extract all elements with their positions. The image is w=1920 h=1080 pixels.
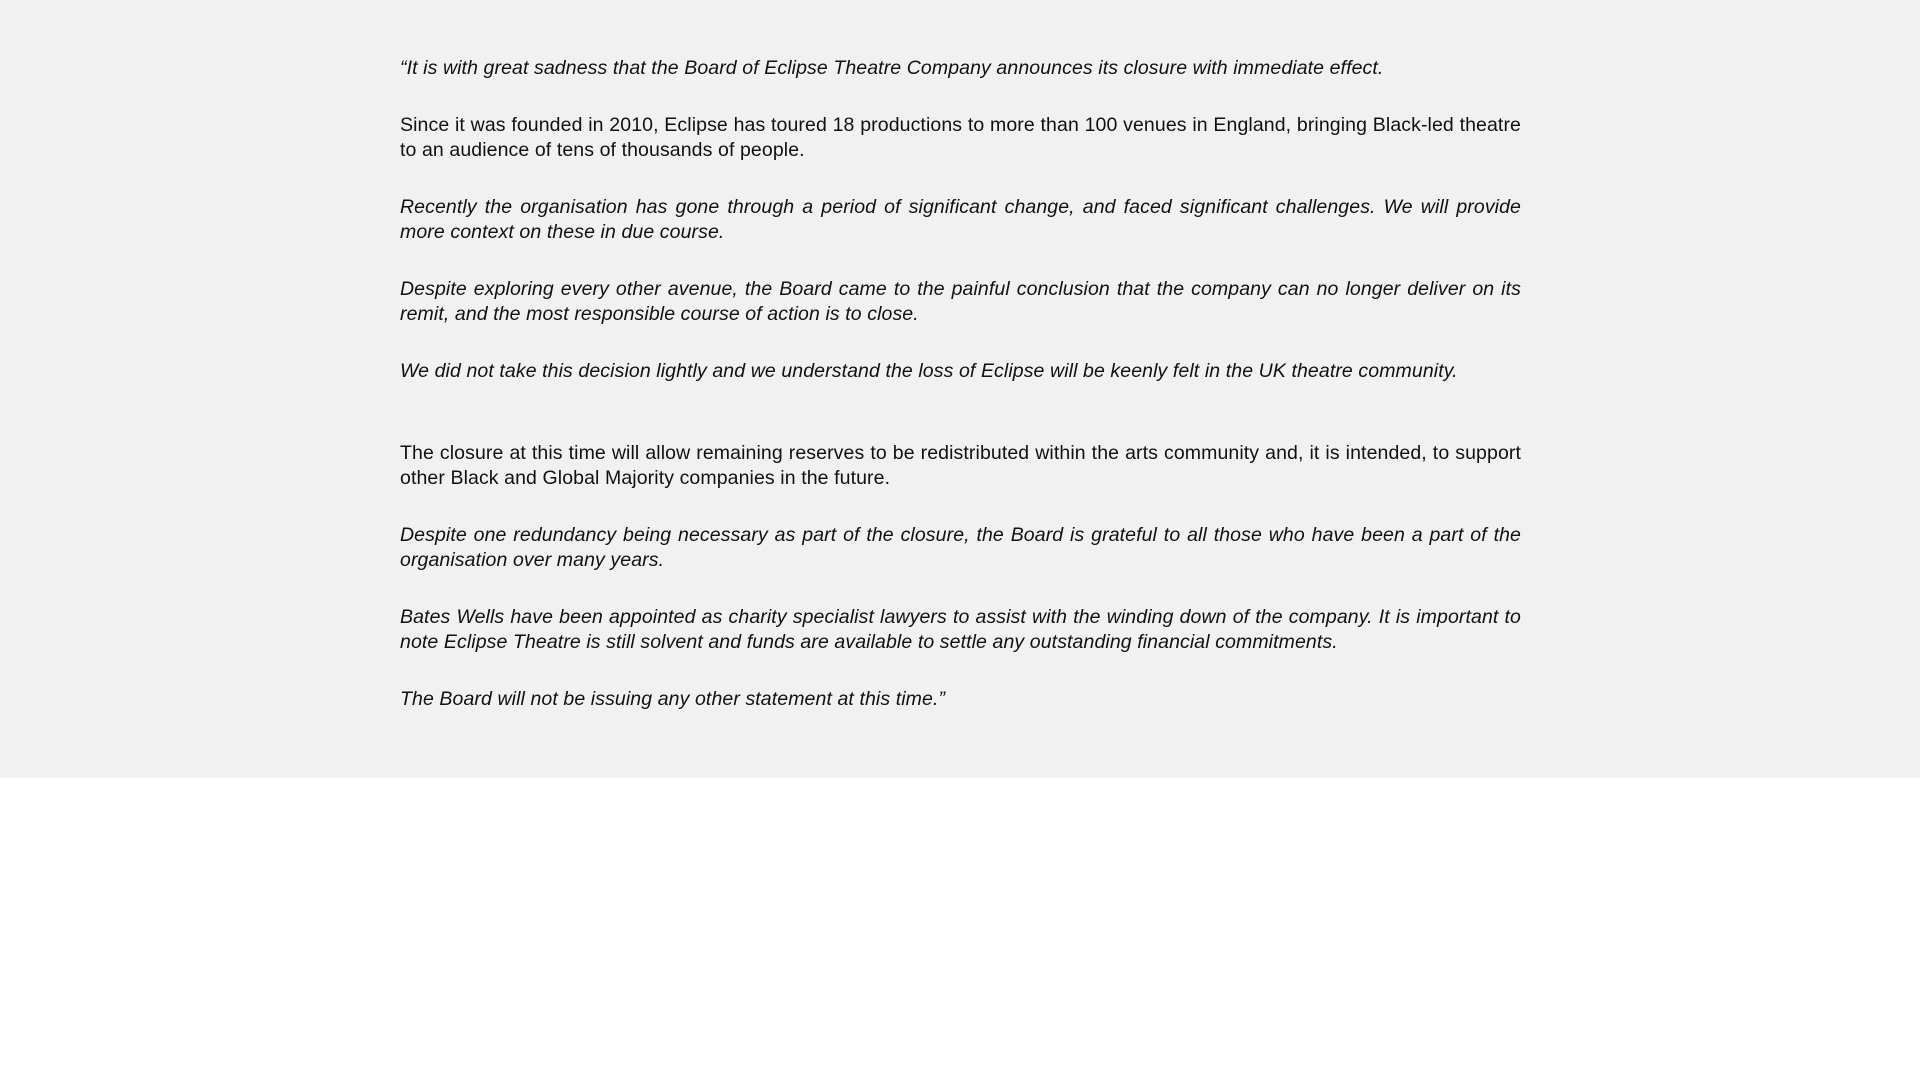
statement-paragraph-1: “It is with great sadness that the Board of Eclipse Theatre Company announces its closure with immediate effect. (400, 57, 1384, 79)
statement-body (400, 56, 1521, 744)
statement-paragraph-3: Recently the organisation has gone through a period of significant change, and faced significant challenges. We will provide more context on these in due course. (400, 196, 1521, 243)
statement-paragraph-9: The Board will not be issuing any other statement at this time.” (400, 688, 946, 710)
statement-paragraph-6: The closure at this time will allow remaining reserves to be redistributed within the arts community and, it is intended, to support other Black and Global Majority companies in the future. (400, 442, 1521, 489)
statement-paragraph-2: Since it was founded in 2010, Eclipse has toured 18 productions to more than 100 venues in England, bringing Black-led theatre to an audience of tens of thousands of people. (400, 114, 1521, 161)
statement-paragraph-5: We did not take this decision lightly and we understand the loss of Eclipse will be keenly felt in the UK theatre community. (400, 360, 1458, 382)
statement-paragraph-8: Bates Wells have been appointed as charity specialist lawyers to assist with the winding down of the company. It is important to note Eclipse Theatre is still solvent and funds are available to settle any outstanding financial commitments. (400, 606, 1521, 653)
statement-paragraph-7: Despite one redundancy being necessary as part of the closure, the Board is grateful to all those who have been a part of the organisation over many years. (400, 524, 1521, 571)
statement-paragraph-4: Despite exploring every other avenue, the Board came to the painful conclusion that the company can no longer deliver on its remit, and the most responsible course of action is to close. (400, 278, 1521, 325)
